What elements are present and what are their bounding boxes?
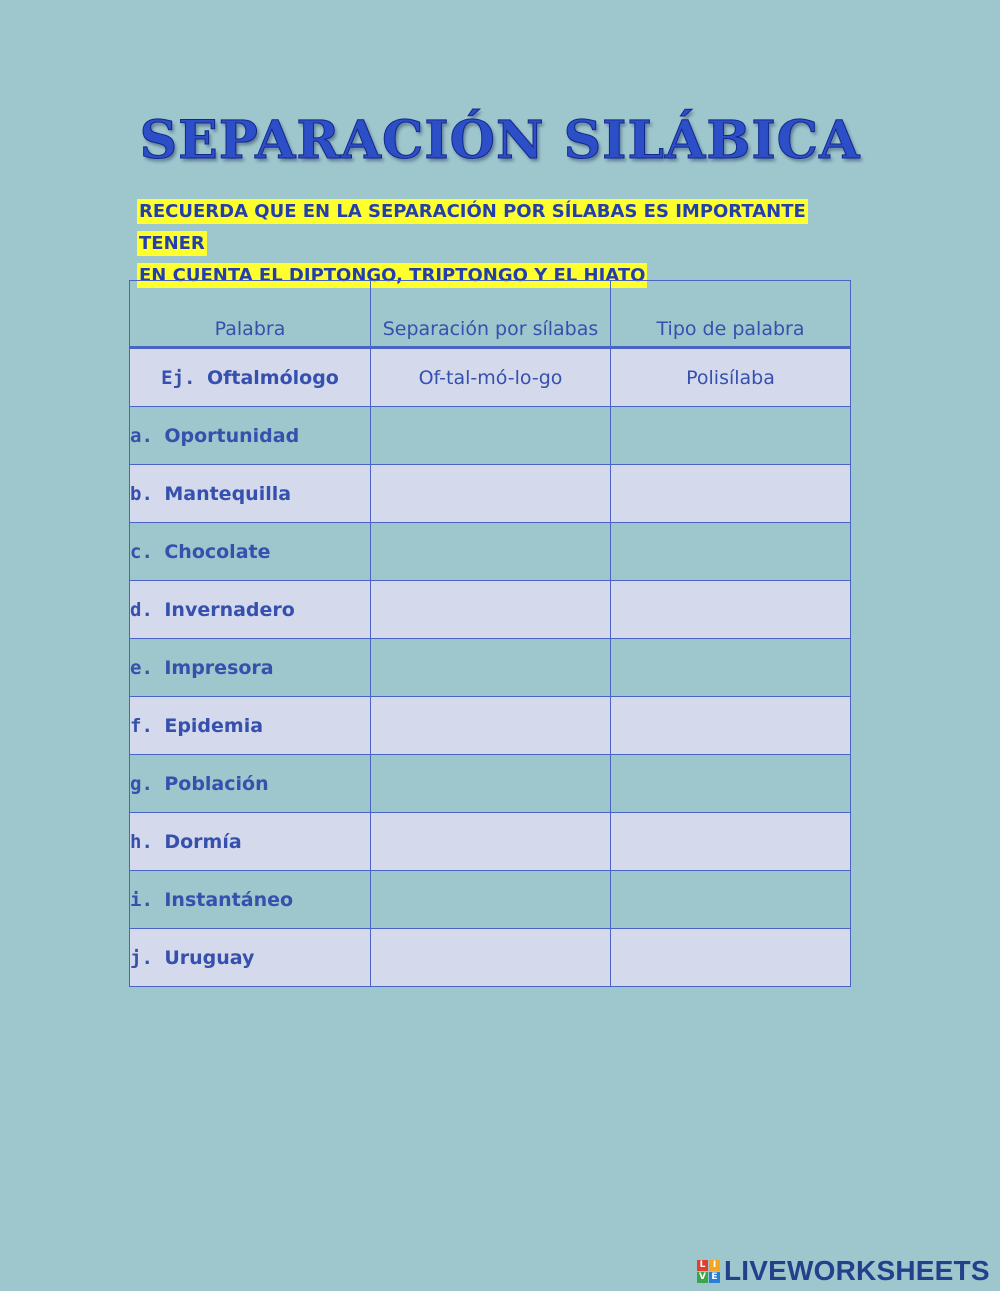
row-letter: h. — [130, 830, 153, 853]
row-word: Invernadero — [164, 598, 295, 621]
word-cell — [130, 465, 371, 523]
instruction-line-2: EN CUENTA EL DIPTONGO, TRIPTONGO Y EL HIATO — [139, 265, 646, 286]
syllables-input-cell[interactable] — [371, 697, 611, 755]
table-row — [130, 755, 851, 813]
example-row — [130, 348, 851, 407]
logo-letter: E — [709, 1272, 720, 1283]
syllables-input-cell[interactable] — [371, 929, 611, 987]
row-word: Instantáneo — [164, 888, 294, 911]
row-letter: b. — [130, 482, 153, 505]
table-row — [130, 639, 851, 697]
row-letter: g. — [130, 772, 153, 795]
word-cell — [130, 755, 371, 813]
syllables-input-cell[interactable] — [371, 871, 611, 929]
type-input-cell[interactable] — [611, 813, 851, 871]
table-row — [130, 523, 851, 581]
instruction-line-1: RECUERDA QUE EN LA SEPARACIÓN POR SÍLABAS ES IMPORTANTE TENER — [139, 201, 806, 254]
row-letter: i. — [130, 888, 153, 911]
logo-icon — [697, 1260, 720, 1283]
logo-letter: I — [709, 1260, 720, 1271]
header-type: Tipo de palabra — [611, 281, 851, 348]
type-input-cell[interactable] — [611, 465, 851, 523]
logo-letter: V — [697, 1272, 708, 1283]
word-cell — [130, 639, 371, 697]
word-cell — [130, 929, 371, 987]
syllables-input-cell[interactable] — [371, 465, 611, 523]
table-row — [130, 871, 851, 929]
type-input-cell[interactable] — [611, 407, 851, 465]
instruction-note — [137, 196, 857, 292]
logo-letter: L — [697, 1260, 708, 1271]
row-word: Uruguay — [164, 946, 255, 969]
row-word: Impresora — [164, 656, 274, 679]
word-cell — [130, 697, 371, 755]
word-cell — [130, 581, 371, 639]
header-syllables: Separación por sílabas — [371, 281, 611, 348]
word-cell — [130, 407, 371, 465]
syllables-input-cell[interactable] — [371, 581, 611, 639]
example-prefix: Ej. — [161, 366, 196, 389]
table-row — [130, 581, 851, 639]
type-input-cell[interactable] — [611, 929, 851, 987]
row-letter: e. — [130, 656, 153, 679]
liveworksheets-logo[interactable] — [697, 1256, 990, 1286]
type-input-cell[interactable] — [611, 697, 851, 755]
table-row — [130, 697, 851, 755]
syllables-input-cell[interactable] — [371, 639, 611, 697]
syllables-input-cell[interactable] — [371, 813, 611, 871]
word-cell — [130, 813, 371, 871]
row-word: Mantequilla — [164, 482, 292, 505]
table-row — [130, 407, 851, 465]
row-letter: j. — [130, 946, 153, 969]
word-cell — [130, 523, 371, 581]
syllables-input-cell[interactable] — [371, 755, 611, 813]
example-type: Polisílaba — [611, 348, 851, 407]
table-row — [130, 465, 851, 523]
table-row — [130, 929, 851, 987]
row-letter: f. — [130, 714, 153, 737]
type-input-cell[interactable] — [611, 581, 851, 639]
table-row — [130, 813, 851, 871]
row-letter: a. — [130, 424, 153, 447]
row-word: Oportunidad — [164, 424, 300, 447]
type-input-cell[interactable] — [611, 871, 851, 929]
header-word: Palabra — [130, 281, 371, 348]
logo-text: LIVEWORKSHEETS — [724, 1255, 990, 1286]
row-letter: c. — [130, 540, 153, 563]
type-input-cell[interactable] — [611, 639, 851, 697]
example-word-cell — [130, 348, 371, 407]
row-letter: d. — [130, 598, 153, 621]
row-word: Epidemia — [164, 714, 264, 737]
page-title: SEPARACIÓN SILÁBICA — [139, 110, 861, 171]
syllables-input-cell[interactable] — [371, 407, 611, 465]
table-header-row — [130, 281, 851, 348]
example-syllables: Of-tal-mó-lo-go — [371, 348, 611, 407]
example-word: Oftalmólogo — [206, 366, 339, 389]
row-word: Dormía — [164, 830, 242, 853]
row-word: Población — [164, 772, 269, 795]
type-input-cell[interactable] — [611, 755, 851, 813]
syllable-table — [129, 280, 851, 987]
word-cell — [130, 871, 371, 929]
syllables-input-cell[interactable] — [371, 523, 611, 581]
type-input-cell[interactable] — [611, 523, 851, 581]
row-word: Chocolate — [164, 540, 271, 563]
